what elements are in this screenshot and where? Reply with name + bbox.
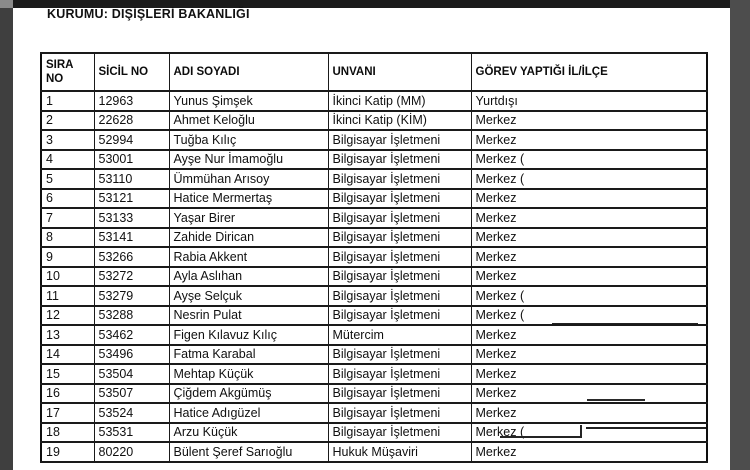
cell-sicil-no: 53462 [94, 325, 169, 345]
table-row [41, 228, 707, 248]
cell-adi-soyadi: Tuğba Kılıç [169, 130, 328, 150]
cell-sicil-no: 52994 [94, 130, 169, 150]
cell-sicil-no: 53496 [94, 345, 169, 365]
cell-gorev-yeri: Merkez [471, 228, 707, 248]
cell-unvani: Bilgisayar İşletmeni [328, 150, 471, 170]
cell-unvani: İkinci Katip (MM) [328, 91, 471, 111]
column-header-sira-no: SIRA NO [41, 53, 94, 91]
cell-unvani: Bilgisayar İşletmeni [328, 189, 471, 209]
cell-sira-no: 5 [41, 169, 94, 189]
table-row [41, 169, 707, 189]
cell-adi-soyadi: Ayşe Selçuk [169, 286, 328, 306]
cell-unvani: Bilgisayar İşletmeni [328, 208, 471, 228]
cell-adi-soyadi: Ayşe Nur İmamoğlu [169, 150, 328, 170]
cell-gorev-yeri: Merkez [471, 189, 707, 209]
table-row [41, 189, 707, 209]
cell-gorev-yeri: Merkez ( [471, 286, 707, 306]
cell-unvani: Mütercim [328, 325, 471, 345]
cell-gorev-yeri: Merkez [471, 325, 707, 345]
cell-gorev-yeri: Merkez [471, 130, 707, 150]
cell-gorev-yeri: Merkez [471, 345, 707, 365]
cell-sira-no: 1 [41, 91, 94, 111]
cell-sicil-no: 53141 [94, 228, 169, 248]
column-header-gorev-yeri: GÖREV YAPTIĞI İL/İLÇE [471, 53, 707, 91]
table-row [41, 403, 707, 423]
table-row [41, 267, 707, 287]
cell-sira-no: 4 [41, 150, 94, 170]
cell-sira-no: 9 [41, 247, 94, 267]
table-row [41, 91, 707, 111]
cell-sicil-no: 53001 [94, 150, 169, 170]
cell-adi-soyadi: Zahide Dirican [169, 228, 328, 248]
table-row [41, 306, 707, 326]
cell-gorev-yeri: Merkez [471, 442, 707, 462]
cell-gorev-yeri: Merkez [471, 208, 707, 228]
table-row [41, 325, 707, 345]
cell-gorev-yeri: Merkez [471, 403, 707, 423]
cell-sira-no: 19 [41, 442, 94, 462]
personnel-table [40, 52, 708, 463]
cell-sira-no: 14 [41, 345, 94, 365]
column-header-adi-soyadi: ADI SOYADI [169, 53, 328, 91]
table-row [41, 247, 707, 267]
cell-sicil-no: 53133 [94, 208, 169, 228]
cell-sicil-no: 53524 [94, 403, 169, 423]
cell-adi-soyadi: Nesrin Pulat [169, 306, 328, 326]
cell-sira-no: 12 [41, 306, 94, 326]
table-row [41, 111, 707, 131]
cell-sicil-no: 12963 [94, 91, 169, 111]
table-row [41, 423, 707, 443]
cell-adi-soyadi: Yaşar Birer [169, 208, 328, 228]
cell-sicil-no: 53504 [94, 364, 169, 384]
cell-gorev-yeri: Merkez ( [471, 306, 707, 326]
table-row [41, 384, 707, 404]
cell-sira-no: 11 [41, 286, 94, 306]
cell-gorev-yeri: Merkez [471, 247, 707, 267]
cell-unvani: Bilgisayar İşletmeni [328, 286, 471, 306]
table-row [41, 130, 707, 150]
cell-unvani: Bilgisayar İşletmeni [328, 423, 471, 443]
cell-sira-no: 17 [41, 403, 94, 423]
cell-unvani: İkinci Katip (KİM) [328, 111, 471, 131]
table-header [41, 53, 707, 91]
cell-sicil-no: 53288 [94, 306, 169, 326]
cell-unvani: Hukuk Müşaviri [328, 442, 471, 462]
table-row [41, 150, 707, 170]
cell-sira-no: 10 [41, 267, 94, 287]
table-body [41, 91, 707, 462]
cell-gorev-yeri: Yurtdışı [471, 91, 707, 111]
cell-adi-soyadi: Yunus Şimşek [169, 91, 328, 111]
cell-sicil-no: 53266 [94, 247, 169, 267]
cell-gorev-yeri: Merkez [471, 267, 707, 287]
cell-unvani: Bilgisayar İşletmeni [328, 403, 471, 423]
table-row [41, 208, 707, 228]
cell-sicil-no: 53531 [94, 423, 169, 443]
cell-unvani: Bilgisayar İşletmeni [328, 169, 471, 189]
cell-sicil-no: 80220 [94, 442, 169, 462]
document-title: KURUMU: DIŞİŞLERİ BAKANLIĞI [47, 7, 250, 21]
cell-adi-soyadi: Arzu Küçük [169, 423, 328, 443]
table-row [41, 345, 707, 365]
cell-unvani: Bilgisayar İşletmeni [328, 384, 471, 404]
cell-sira-no: 2 [41, 111, 94, 131]
scan-left-band [0, 8, 13, 470]
cell-sicil-no: 53279 [94, 286, 169, 306]
cell-sicil-no: 22628 [94, 111, 169, 131]
cell-unvani: Bilgisayar İşletmeni [328, 306, 471, 326]
column-header-sicil-no: SİCİL NO [94, 53, 169, 91]
cell-adi-soyadi: Rabia Akkent [169, 247, 328, 267]
cell-sira-no: 7 [41, 208, 94, 228]
column-header-unvani: UNVANI [328, 53, 471, 91]
cell-gorev-yeri: Merkez [471, 364, 707, 384]
cell-adi-soyadi: Fatma Karabal [169, 345, 328, 365]
cell-unvani: Bilgisayar İşletmeni [328, 228, 471, 248]
cell-sicil-no: 53121 [94, 189, 169, 209]
cell-unvani: Bilgisayar İşletmeni [328, 345, 471, 365]
cell-gorev-yeri: Merkez [471, 384, 707, 404]
cell-adi-soyadi: Hatice Mermertaş [169, 189, 328, 209]
cell-gorev-yeri: Merkez [471, 111, 707, 131]
cell-adi-soyadi: Ümmühan Arısoy [169, 169, 328, 189]
cell-unvani: Bilgisayar İşletmeni [328, 267, 471, 287]
cell-adi-soyadi: Bülent Şeref Sarıoğlu [169, 442, 328, 462]
table-row [41, 442, 707, 462]
table-row [41, 364, 707, 384]
table-row [41, 286, 707, 306]
cell-sira-no: 15 [41, 364, 94, 384]
cell-unvani: Bilgisayar İşletmeni [328, 247, 471, 267]
cell-sira-no: 13 [41, 325, 94, 345]
cell-adi-soyadi: Figen Kılavuz Kılıç [169, 325, 328, 345]
scan-right-band [730, 0, 750, 470]
cell-gorev-yeri: Merkez ( [471, 423, 707, 443]
scan-corner [0, 0, 13, 8]
cell-sira-no: 8 [41, 228, 94, 248]
cell-adi-soyadi: Çiğdem Akgümüş [169, 384, 328, 404]
cell-unvani: Bilgisayar İşletmeni [328, 364, 471, 384]
cell-gorev-yeri: Merkez ( [471, 150, 707, 170]
cell-sicil-no: 53507 [94, 384, 169, 404]
cell-unvani: Bilgisayar İşletmeni [328, 130, 471, 150]
cell-adi-soyadi: Hatice Adıgüzel [169, 403, 328, 423]
cell-sira-no: 3 [41, 130, 94, 150]
cell-sicil-no: 53272 [94, 267, 169, 287]
header-row [41, 53, 707, 91]
cell-adi-soyadi: Ayla Aslıhan [169, 267, 328, 287]
cell-sicil-no: 53110 [94, 169, 169, 189]
cell-adi-soyadi: Ahmet Keloğlu [169, 111, 328, 131]
cell-sira-no: 6 [41, 189, 94, 209]
cell-sira-no: 16 [41, 384, 94, 404]
cell-adi-soyadi: Mehtap Küçük [169, 364, 328, 384]
cell-gorev-yeri: Merkez ( [471, 169, 707, 189]
cell-sira-no: 18 [41, 423, 94, 443]
